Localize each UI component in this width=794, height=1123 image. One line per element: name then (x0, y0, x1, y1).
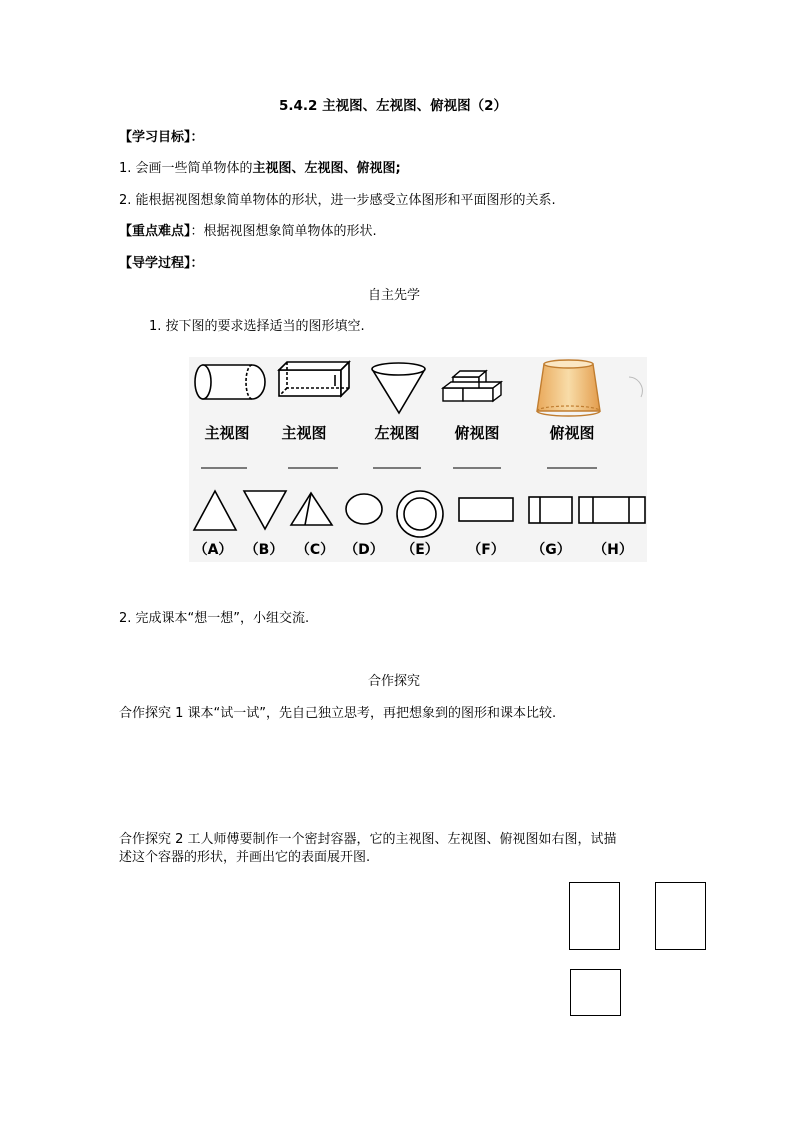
objectives-heading: 【学习目标】： (119, 130, 204, 145)
key-points (119, 224, 377, 240)
objective-1-text: 1. 会画一些简单物体的 (119, 161, 253, 176)
objective-1-bold: 主视图、左视图、俯视图; (252, 161, 401, 176)
question-2: 2. 完成课本“想一想”，小组交流. (119, 611, 310, 626)
key-points-heading: 【重点难点】 (119, 224, 191, 239)
objective-1 (119, 161, 401, 177)
option-f-rectangle (459, 498, 513, 521)
question-1: 1. 按下图的要求选择适当的图形填空. (149, 319, 365, 334)
option-label: （E） (401, 542, 439, 558)
left-view-rectangle (655, 882, 706, 950)
option-d-circle (346, 494, 382, 524)
cooperation-heading: 合作探究 (368, 674, 421, 689)
solid-label: 俯视图 (454, 424, 500, 442)
option-label: （H） (593, 542, 633, 558)
cylinder-solid (195, 365, 265, 399)
process-heading: 【导学过程】： (119, 256, 204, 271)
key-points-text: ：根据视图想象简单物体的形状. (190, 224, 377, 239)
front-view-rectangle (569, 882, 620, 950)
cooperation-item-2-line-2: 述这个容器的形状，并画出它的表面展开图. (119, 850, 371, 865)
solid-label: 俯视图 (549, 424, 595, 442)
frustum-solid (537, 360, 600, 416)
option-label: （B） (244, 542, 284, 558)
option-label: （C） (295, 542, 335, 558)
option-label: （G） (531, 542, 571, 558)
solid-label: 左视图 (374, 424, 420, 442)
cooperation-item-1: 合作探究 1 课本“试一试”，先自己独立思考，再把想象到的图形和课本比较. (119, 706, 557, 721)
top-view-rectangle (570, 969, 621, 1016)
cooperation-item-2-line-1: 合作探究 2 工人师傅要制作一个密封容器，它的主视图、左视图、俯视图如右图，试描 (119, 832, 617, 847)
solid-label: 主视图 (204, 424, 250, 442)
option-label: （F） (467, 542, 505, 558)
option-g-rectangle-lines (529, 497, 572, 523)
solid-label: 主视图 (281, 424, 327, 442)
option-h-rectangle-lines (579, 497, 645, 523)
shapes-figure (189, 357, 647, 562)
prism-solid (279, 362, 349, 396)
self-study-heading: 自主先学 (368, 288, 421, 303)
objective-2: 2. 能根据视图想象简单物体的形状，进一步感受立体图形和平面图形的关系. (119, 193, 556, 208)
option-e-ring (397, 491, 443, 537)
option-label: （A） (193, 542, 233, 558)
page-title: 5.4.2 主视图、左视图、俯视图（2） (279, 98, 508, 114)
option-label: （D） (344, 542, 384, 558)
